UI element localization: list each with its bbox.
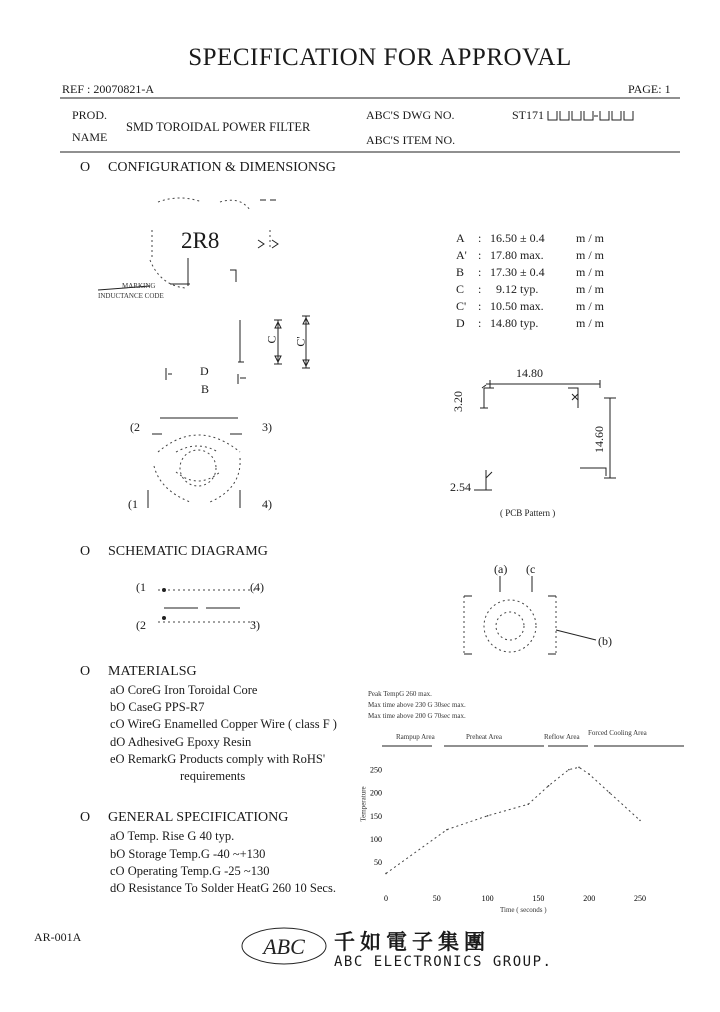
pcb-pitch: 2.54 — [450, 480, 471, 494]
y-tick-label: 150 — [370, 811, 382, 821]
x-tick-label: 50 — [432, 894, 441, 903]
pin-4: 4) — [262, 497, 272, 511]
label-c: (c — [526, 562, 536, 576]
dim-value: 14.80 typ. — [490, 316, 539, 330]
y-tick-label: 250 — [370, 765, 382, 775]
pcb-pattern — [450, 370, 650, 520]
company-name-en: ABC ELECTRONICS GROUP. — [334, 954, 553, 970]
schematic-heading: SCHEMATIC DIAGRAMG — [108, 544, 268, 559]
material-item: aO CoreG Iron Toroidal Core — [110, 683, 258, 697]
label-b: (b) — [598, 634, 612, 648]
config-heading: CONFIGURATION & DIMENSIONSG — [108, 160, 336, 175]
reflow-profile-line — [386, 767, 640, 873]
chart-zone: Rampup Area — [396, 733, 435, 741]
materials-bullet: O — [80, 664, 91, 679]
reflow-point — [609, 792, 611, 794]
dim-c2-label: C' — [293, 336, 308, 347]
pcb-width: 14.80 — [516, 366, 543, 380]
dim-key: A — [456, 231, 465, 245]
pcb-caption: ( PCB Pattern ) — [500, 508, 556, 518]
pin-2: (2 — [130, 420, 140, 434]
schem-pin-2: (2 — [136, 618, 146, 632]
assembly-view — [456, 560, 616, 680]
general-heading: GENERAL SPECIFICATIONG — [108, 810, 289, 825]
label-a: (a) — [494, 562, 508, 576]
dim-value: 17.30 ± 0.4 — [490, 265, 545, 279]
reflow-chart — [370, 760, 676, 903]
dim-unit: m / m — [576, 265, 605, 279]
dim-key: A' — [456, 248, 467, 262]
component-drawing — [90, 190, 430, 520]
dim-sep: : — [478, 265, 482, 279]
marking-code: 2R8 — [181, 228, 220, 253]
pin-3: 3) — [262, 420, 272, 434]
dim-value: 17.80 max. — [490, 248, 544, 262]
dim-unit: m / m — [576, 282, 605, 296]
pcb-pad: 3.20 — [451, 391, 465, 412]
chart-xlabel: Time ( seconds ) — [500, 906, 547, 914]
material-item: dO AdhesiveG Epoxy Resin — [110, 735, 252, 749]
reflow-point — [639, 820, 641, 822]
form-number: AR-001A — [34, 930, 82, 944]
reflow-point — [446, 829, 448, 831]
pcb-height: 14.60 — [592, 426, 606, 453]
dim-unit: m / m — [576, 248, 605, 262]
page-title: SPECIFICATION FOR APPROVAL — [188, 44, 572, 71]
x-tick-label: 0 — [384, 894, 388, 903]
page-number: PAGE: 1 — [628, 82, 671, 96]
item-label: ABC'S ITEM NO. — [366, 133, 456, 147]
pin-1: (1 — [128, 497, 138, 511]
chart-ylabel: Temperature — [359, 786, 368, 822]
dim-c-label: C — [264, 335, 279, 344]
x-tick-label: 100 — [481, 894, 494, 903]
prod-label: PROD. — [72, 108, 108, 122]
material-item: cO WireG Enamelled Copper Wire ( class F ) — [110, 717, 337, 731]
header-rules — [0, 0, 720, 160]
dim-unit: m / m — [576, 316, 605, 330]
chart-note: Max time above 200 G 70sec max. — [368, 712, 466, 720]
product-name: SMD TOROIDAL POWER FILTER — [126, 120, 311, 134]
ref-number: REF : 20070821-A — [62, 82, 155, 96]
chart-zone: Reflow Area — [544, 733, 580, 741]
schem-pin-3: 3) — [250, 618, 260, 632]
chart-note: Peak TempG 260 max. — [368, 690, 432, 698]
dim-unit: m / m — [576, 231, 605, 245]
materials-heading: MATERIALSG — [108, 664, 197, 679]
x-tick-label: 150 — [532, 894, 545, 903]
chart-zone: Forced Cooling Area — [588, 729, 647, 737]
inductance-label: INDUCTANCE CODE — [98, 292, 164, 300]
reflow-point — [578, 767, 580, 769]
y-tick-label: 200 — [370, 788, 382, 798]
reflow-point — [385, 873, 387, 875]
dim-sep: : — [478, 248, 482, 262]
abc-logo-icon — [238, 924, 330, 968]
schematic-bullet: O — [80, 544, 91, 559]
marking-label: MARKING — [122, 282, 156, 290]
schematic-diagram — [130, 576, 290, 636]
dim-value: 9.12 typ. — [496, 282, 539, 296]
material-item-cont: requirements — [180, 769, 246, 783]
general-bullet: O — [80, 810, 91, 825]
chart-note: Max time above 230 G 30sec max. — [368, 701, 466, 709]
company-name-cn: 千如電子集團 — [334, 930, 490, 954]
reflow-point — [588, 773, 590, 775]
dim-key: D — [456, 316, 465, 330]
dwg-label: ABC'S DWG NO. — [366, 108, 455, 122]
reflow-point — [548, 785, 550, 787]
material-item: bO CaseG PPS-R7 — [110, 700, 205, 714]
material-item: eO RemarkG Products comply with RoHS' — [110, 752, 326, 766]
x-tick-label: 200 — [583, 894, 596, 903]
schem-pin-1: (1 — [136, 580, 146, 594]
dim-sep: : — [478, 316, 482, 330]
spec-item: cO Operating Temp.G -25 ~130 — [110, 864, 270, 878]
reflow-point — [527, 803, 529, 805]
name-label: NAME — [72, 130, 108, 144]
spec-item: bO Storage Temp.G -40 ~+130 — [110, 847, 266, 861]
y-tick-label: 50 — [374, 857, 382, 867]
spec-item: aO Temp. Rise G 40 typ. — [110, 829, 235, 843]
config-bullet: O — [80, 160, 91, 175]
schem-pin-4: (4) — [250, 580, 264, 594]
spec-item: dO Resistance To Solder HeatG 260 10 Secs. — [110, 881, 336, 895]
x-tick-label: 250 — [634, 894, 646, 903]
y-tick-label: 100 — [370, 834, 382, 844]
dim-sep: : — [478, 282, 482, 296]
dwg-value: ST171 — [512, 108, 545, 122]
dim-d-label: D — [200, 364, 209, 378]
dim-sep: : — [478, 231, 482, 245]
reflow-point — [568, 769, 570, 771]
dim-value: 16.50 ± 0.4 — [490, 231, 545, 245]
dim-b-label: B — [201, 382, 210, 396]
dim-key: C — [456, 282, 465, 296]
dim-sep: : — [478, 299, 482, 313]
reflow-point — [487, 815, 489, 817]
dim-key: B — [456, 265, 465, 279]
dwg-placeholder-boxes — [546, 108, 686, 128]
dim-key: C' — [456, 299, 467, 313]
chart-zone: Preheat Area — [466, 733, 502, 741]
dim-unit: m / m — [576, 299, 605, 313]
svg-text:ABC: ABC — [263, 934, 305, 959]
dim-value: 10.50 max. — [490, 299, 544, 313]
